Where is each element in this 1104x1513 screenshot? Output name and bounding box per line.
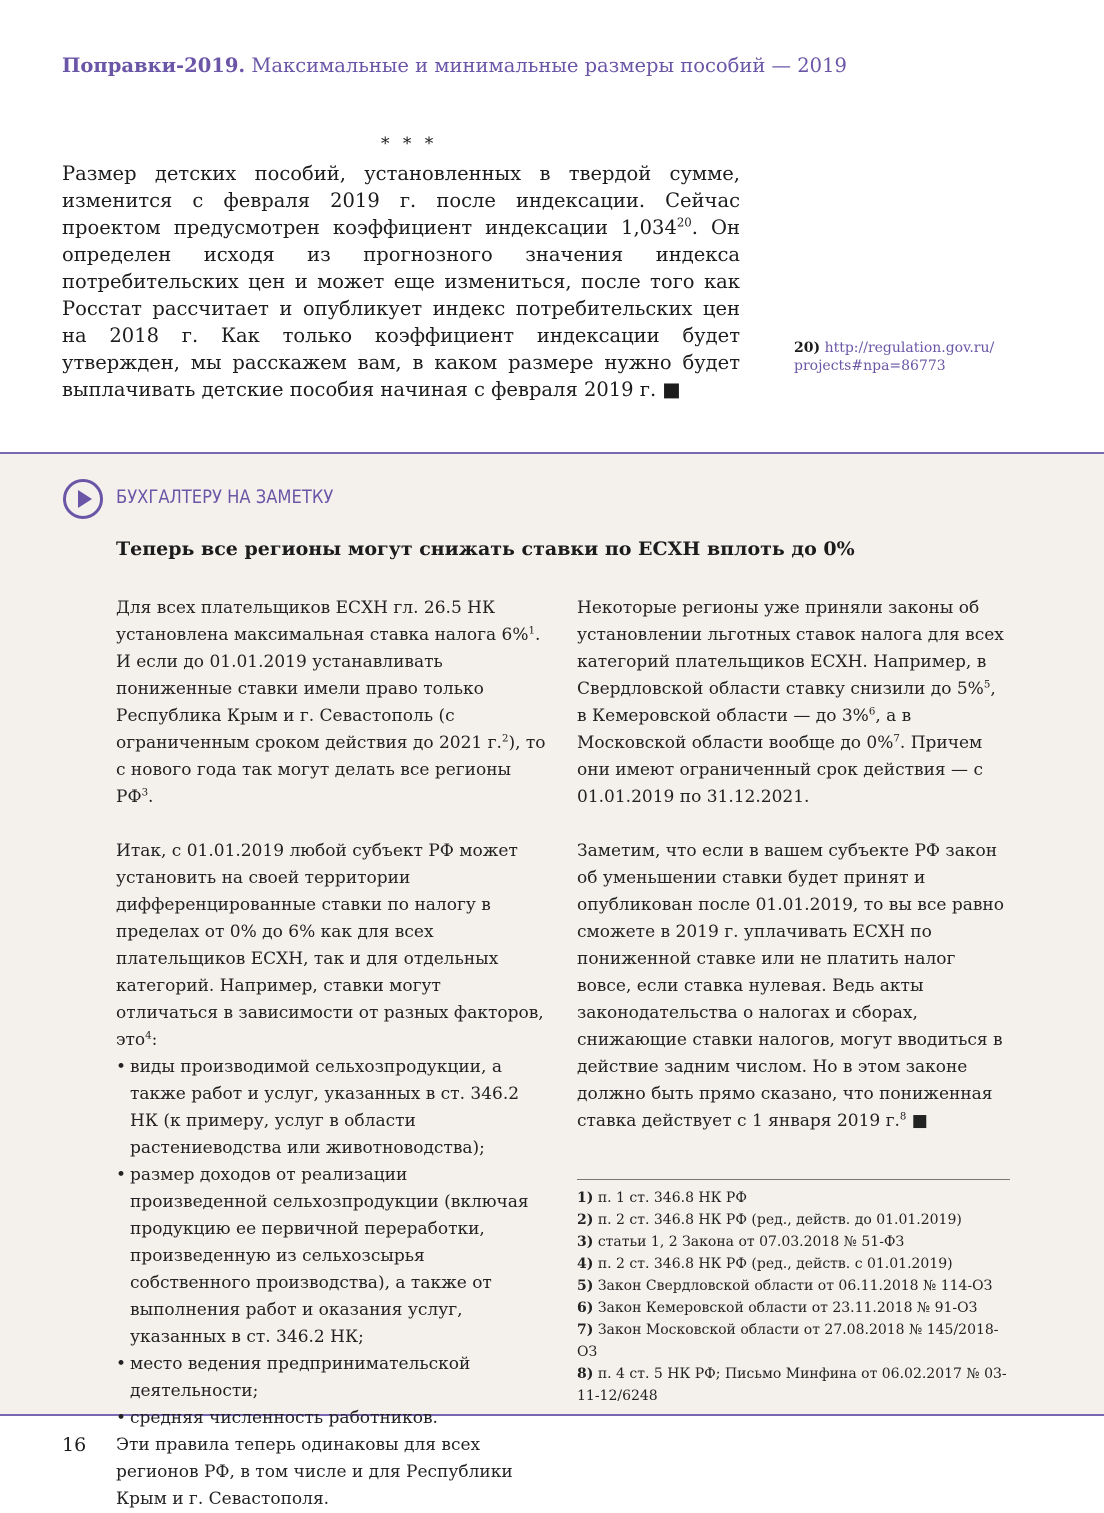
footnote-ref-4: 4 <box>145 1030 152 1042</box>
footnote-ref-5: 5 <box>983 679 991 691</box>
section-label: БУХГАЛТЕРУ НА ЗАМЕТКУ <box>116 486 334 508</box>
text: , а в Московской области вообще до 0% <box>577 706 912 753</box>
text: Итак, с 01.01.2019 любой субъект РФ может установить на своей территории дифференцированные ставки по налогу в пределах от 0% до 6% как для всех плательщиков ЕСХН, так и для отдельных категорий. Например, ставки могут отличаться в зависимости от разных факторов, это <box>116 841 544 1050</box>
main-text-part2: . Он определен исходя из прогнозного значения индекса потребительских цен и может еще измениться, после того как Росстат рассчитает и опубликует индекс потребительских цен на 2018 г. Как только коэффициент индексации будет утвержден, мы расскажем вам, в каком размере нужно будет выплачивать детские пособия начиная с февраля 2019 г. ■ <box>62 216 740 401</box>
footnote-ref-3: 3 <box>141 787 149 799</box>
right-paragraph-2 <box>577 838 1007 1135</box>
text: . И если до 01.01.2019 устанавливать пониженные ставки имели право только Республика Крым и г. Севастополь (с ограниченным сроком действия до 2021 г. <box>116 625 541 753</box>
footnote-text: статьи 1, 2 Закона от 07.03.2018 № 51-ФЗ <box>597 1234 905 1250</box>
list-item: • место ведения предпринимательской деятельности; <box>116 1351 546 1405</box>
text: : <box>151 1030 158 1050</box>
running-header <box>62 54 847 77</box>
footnote <box>577 1209 1010 1231</box>
footnote-ref-6: 6 <box>868 706 876 718</box>
footnote-number: 8) <box>577 1366 594 1382</box>
footnote-text: Закон Свердловской области от 06.11.2018 № 114-ОЗ <box>597 1278 993 1294</box>
article-title: Теперь все регионы могут снижать ставки по ЕСХН вплоть до 0% <box>116 538 855 560</box>
footnote-ref-7: 7 <box>893 733 900 745</box>
text: ■ <box>906 1111 928 1131</box>
factor-list <box>116 1054 546 1432</box>
footnote-text: п. 2 ст. 346.8 НК РФ (ред., действ. с 01.01.2019) <box>597 1256 953 1272</box>
footnote <box>577 1319 1010 1363</box>
sidenote-link[interactable]: http://regulation.gov.ru/ <box>824 340 995 356</box>
header-title: Максимальные и минимальные размеры пособий — 2019 <box>251 54 847 77</box>
text: Некоторые регионы уже приняли законы об установлении льготных ставок налога для всех категорий плательщиков ЕСХН. Например, в Свердловской области ставку снизили до 5% <box>577 598 1004 699</box>
text: . Причем они имеют ограниченный срок действия — с 01.01.2019 по 31.12.2021. <box>577 733 983 807</box>
sidenote-20 <box>794 339 1014 375</box>
footnote-number: 2) <box>577 1212 594 1228</box>
left-paragraph-1 <box>116 595 546 811</box>
sidenote-link-cont[interactable]: projects#npa=86773 <box>794 358 946 374</box>
left-column <box>116 595 546 1513</box>
right-paragraph-1 <box>577 595 1007 811</box>
footnote-number: 7) <box>577 1322 594 1338</box>
footnote <box>577 1231 1010 1253</box>
footnote-text: Закон Московской области от 27.08.2018 № 145/2018-ОЗ <box>577 1322 999 1360</box>
text: Заметим, что если в вашем субъекте РФ закон об уменьшении ставки будет принят и опубликован после 01.01.2019, то вы все равно сможете в 2019 г. уплачивать ЕСХН по пониженной ставке или не платить налог вовсе, если ставка нулевая. Ведь акты законодательства о налогах и сборах, снижающие ставки налогов, могут вводиться в действие задним числом. Но в этом законе должно быть прямо сказано, что пониженная ставка действует с 1 января 2019 г. <box>577 841 1004 1131</box>
footnote-text: п. 2 ст. 346.8 НК РФ (ред., действ. до 01.01.2019) <box>597 1212 962 1228</box>
footnote-number: 4) <box>577 1256 594 1272</box>
footnote-text: п. 1 ст. 346.8 НК РФ <box>597 1190 747 1206</box>
header-section: Поправки-2019. <box>62 54 246 77</box>
footnote <box>577 1253 1010 1275</box>
footnote-ref-20: 20 <box>676 215 692 230</box>
footnotes <box>577 1187 1010 1407</box>
footnote <box>577 1275 1010 1297</box>
list-item: • виды производимой сельхозпродукции, а также работ и услуг, указанных в ст. 346.2 НК (к примеру, услуг в области растениеводства или животноводства); <box>116 1054 546 1162</box>
footnote-divider <box>577 1179 1010 1180</box>
footnote-number: 5) <box>577 1278 594 1294</box>
sidenote-number: 20) <box>794 340 821 356</box>
footnote-number: 3) <box>577 1234 594 1250</box>
left-paragraph-3: Эти правила теперь одинаковы для всех регионов РФ, в том числе и для Республики Крым и г. Севастополя. <box>116 1435 513 1509</box>
footnote <box>577 1363 1010 1407</box>
footnote <box>577 1297 1010 1319</box>
list-item: • размер доходов от реализации произведенной сельхозпродукции (включая продукцию ее первичной переработки, произведенную из сельхозсырья собственного производства), а также от выполнения работ и оказания услуг, указанных в ст. 346.2 НК; <box>116 1162 546 1351</box>
left-paragraph-2 <box>116 838 546 1054</box>
list-item: • средняя численность работников. <box>116 1405 546 1432</box>
footnote-ref-2: 2 <box>501 733 509 745</box>
footnote-ref-8: 8 <box>899 1111 907 1123</box>
footnote-ref-1: 1 <box>528 625 535 637</box>
play-circle-icon <box>62 478 104 520</box>
text: . <box>148 787 154 807</box>
footnote-number: 6) <box>577 1300 594 1316</box>
footnote-text: Закон Кемеровской области от 23.11.2018 № 91-ОЗ <box>597 1300 978 1316</box>
main-paragraph <box>62 160 740 403</box>
section-separator: * * * <box>381 134 438 154</box>
right-column <box>577 595 1007 1135</box>
main-text-part1: Размер детских пособий, установленных в твердой сумме, изменится с февраля 2019 г. после индексации. Сейчас проектом предусмотрен коэффициент индексации 1,034 <box>62 162 740 239</box>
footnote-text: п. 4 ст. 5 НК РФ; Письмо Минфина от 06.02.2017 № 03-11-12/6248 <box>577 1366 1007 1404</box>
text: , в Кемеровской области — до 3% <box>577 679 996 726</box>
footnote-number: 1) <box>577 1190 594 1206</box>
footnote <box>577 1187 1010 1209</box>
text: Для всех плательщиков ЕСХН гл. 26.5 НК установлена максимальная ставка налога 6% <box>116 598 529 645</box>
text: ), то с нового года так могут делать все регионы РФ <box>116 733 546 807</box>
page-number: 16 <box>62 1434 87 1456</box>
